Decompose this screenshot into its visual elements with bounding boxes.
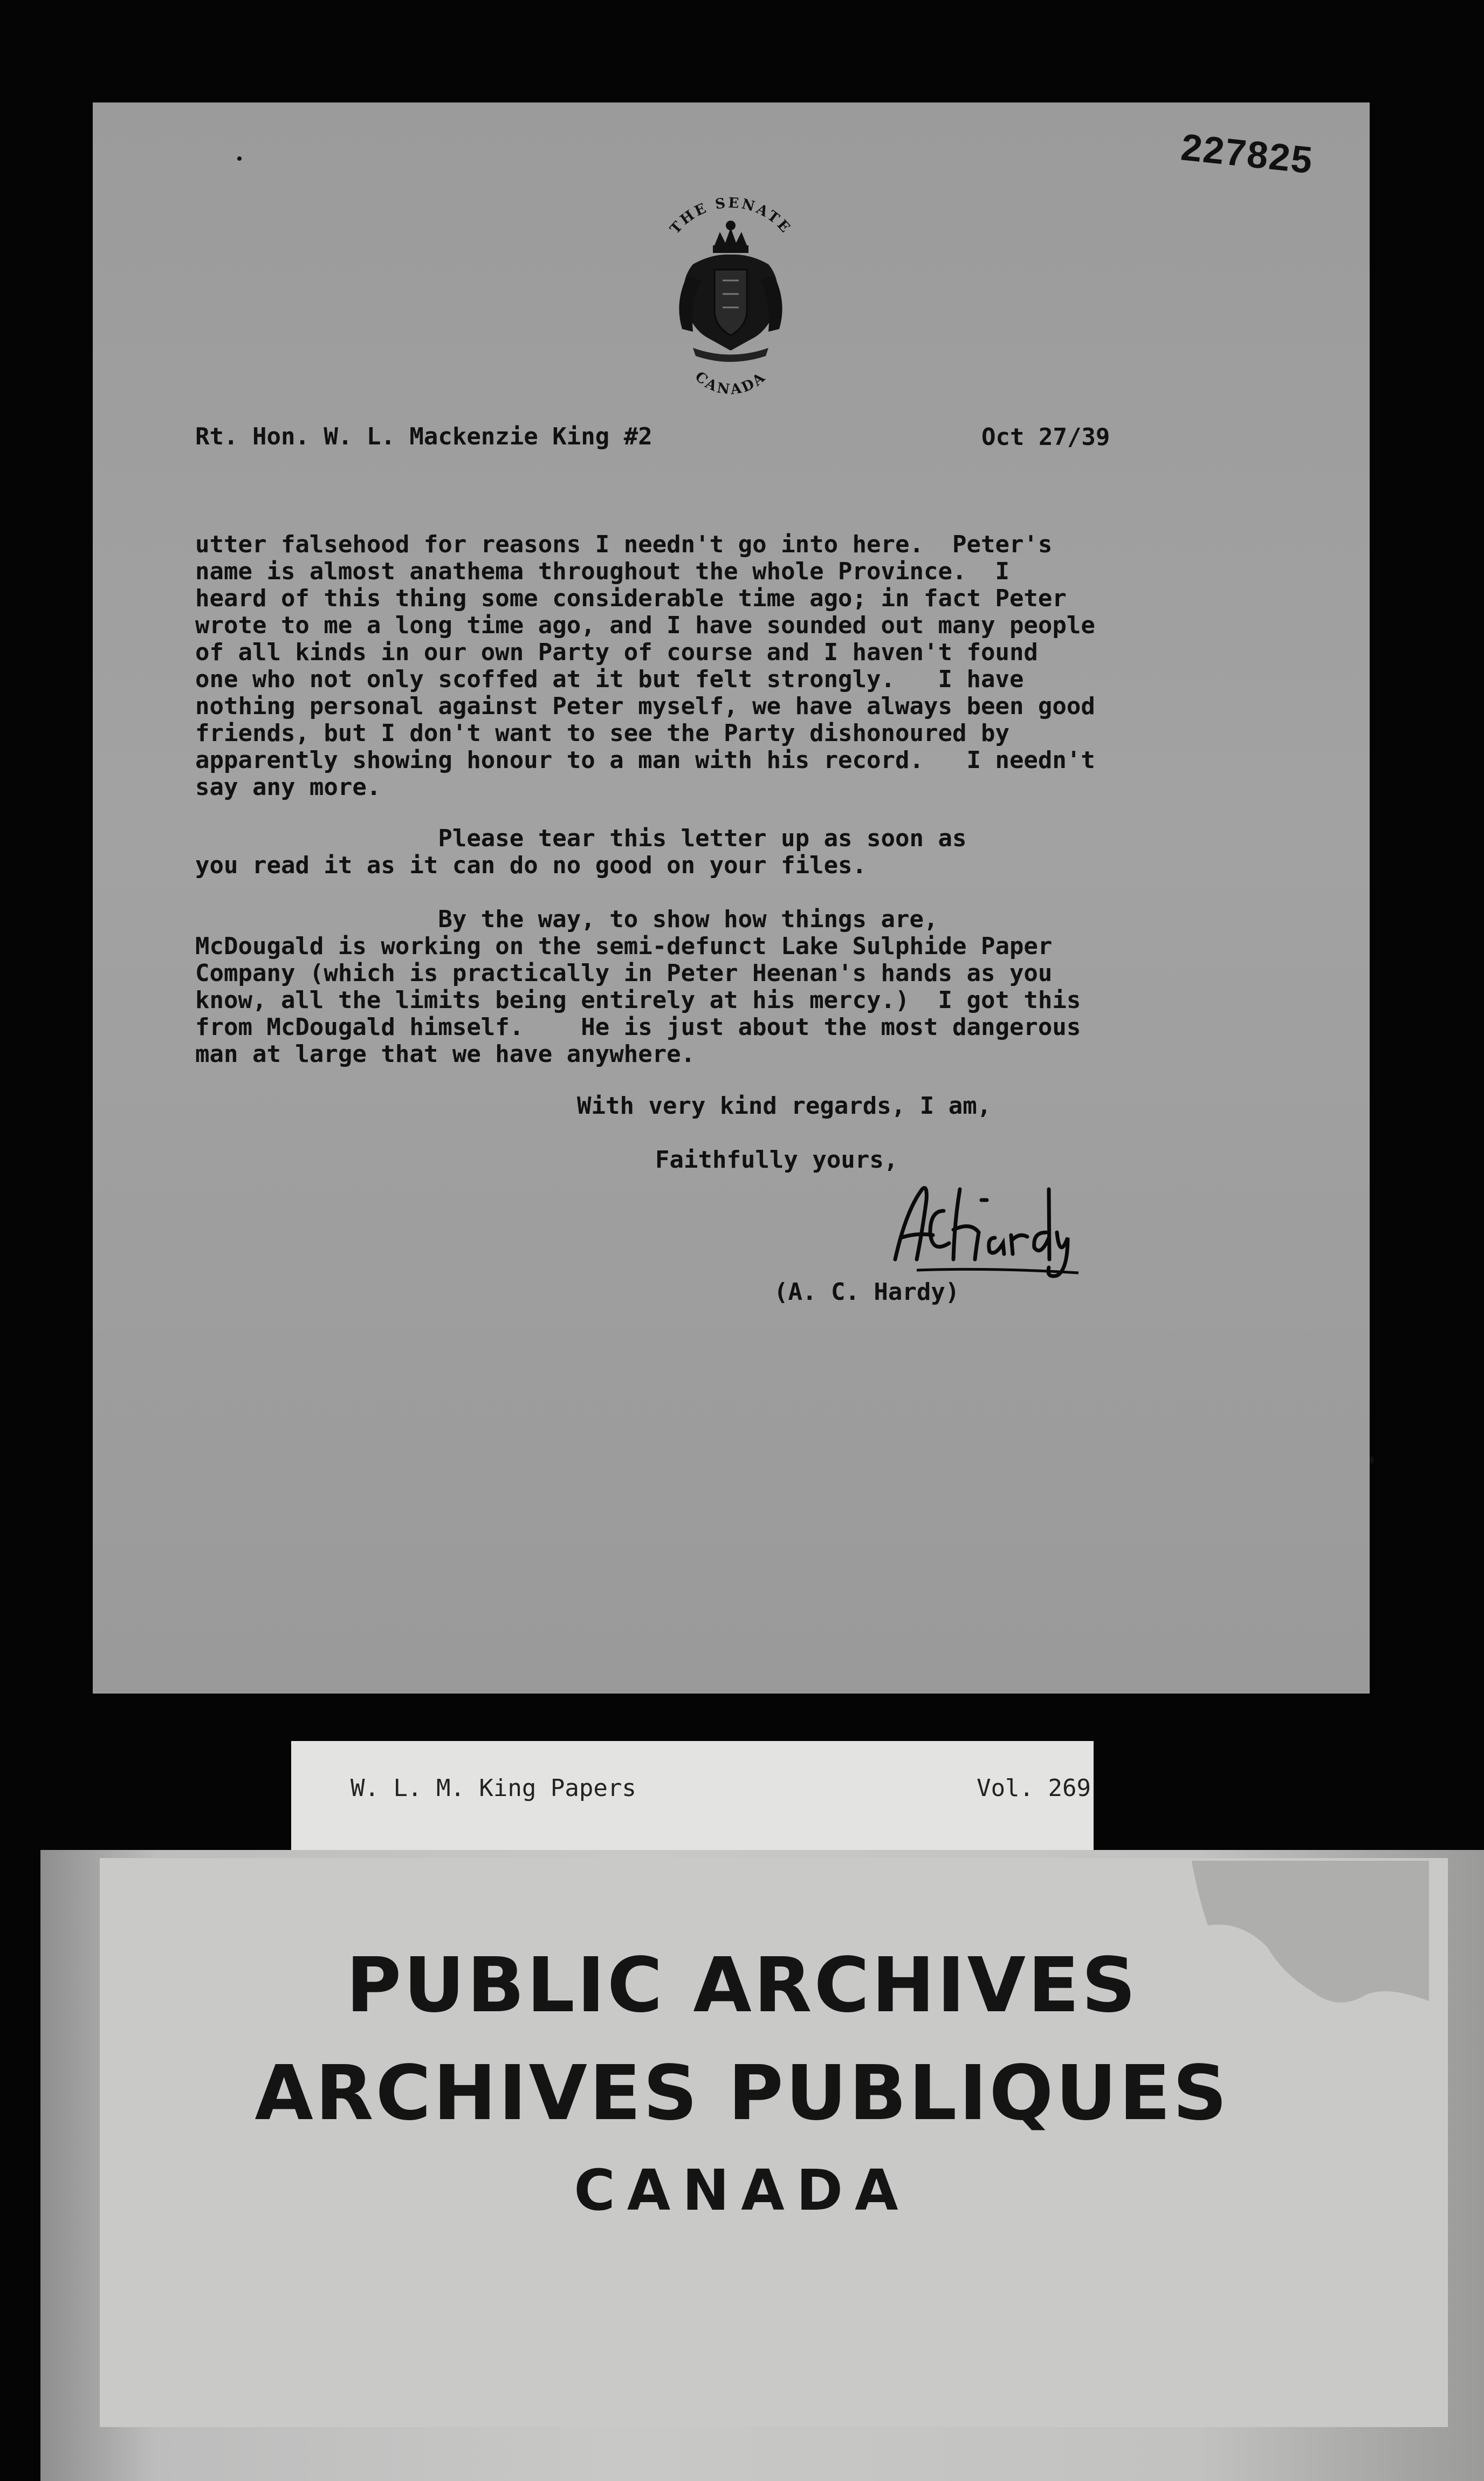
body-paragraph-2: Please tear this letter up as soon as you read it as it can do no good on your files. — [195, 825, 967, 879]
collection-label — [291, 1741, 1094, 1857]
salutation: Rt. Hon. W. L. Mackenzie King #2 — [195, 423, 652, 450]
speck — [1370, 1456, 1374, 1464]
senate-crest-icon — [642, 194, 820, 399]
typed-signatory-name: (A. C. Hardy) — [774, 1278, 960, 1306]
document-number: 227825 — [1179, 126, 1315, 182]
svg-text:CANADA — [692, 368, 770, 398]
closing-line: With very kind regards, I am, — [577, 1092, 992, 1120]
handwritten-signature — [884, 1178, 1100, 1281]
speck — [237, 156, 242, 161]
archive-title-french: ARCHIVES PUBLIQUES — [255, 2050, 1229, 2137]
archive-country: CANADA — [574, 2157, 910, 2223]
volume-number: Vol. 269 — [977, 1774, 1091, 1802]
valediction: Faithfully yours, — [655, 1146, 898, 1174]
letter-date: Oct 27/39 — [981, 423, 1110, 451]
crest-bottom-text: CANADA — [691, 368, 770, 399]
collection-name: W. L. M. King Papers — [351, 1774, 636, 1802]
body-paragraph-3: By the way, to show how things are, McDougald is working on the semi-defunct Lake Sulphide Paper Company (which is practically in Peter Heenan's hands as you know, all the limits being entirely at his mercy.) I got this from McDougald himself. He is just about the most dangerous man at large that we have anywhere. — [195, 906, 1081, 1068]
archive-title-english: PUBLIC ARCHIVES — [346, 1942, 1138, 2030]
body-paragraph-1: utter falsehood for reasons I needn't go into here. Peter's name is almost anathema throughout the whole Province. I heard of this thing some considerable time ago; in fact Peter wrote to me a long time ago, and I have sounded out many people of all kinds in our own Party of course and I haven't found one who not only scoffed at it but felt strongly. I have nothing personal against Peter myself, we have always been good friends, but I don't want to see the Party dishonoured by apparently showing honour to a man with his record. I needn't say any more. — [195, 531, 1095, 801]
crest-top-text: THE SENATE — [667, 195, 794, 237]
